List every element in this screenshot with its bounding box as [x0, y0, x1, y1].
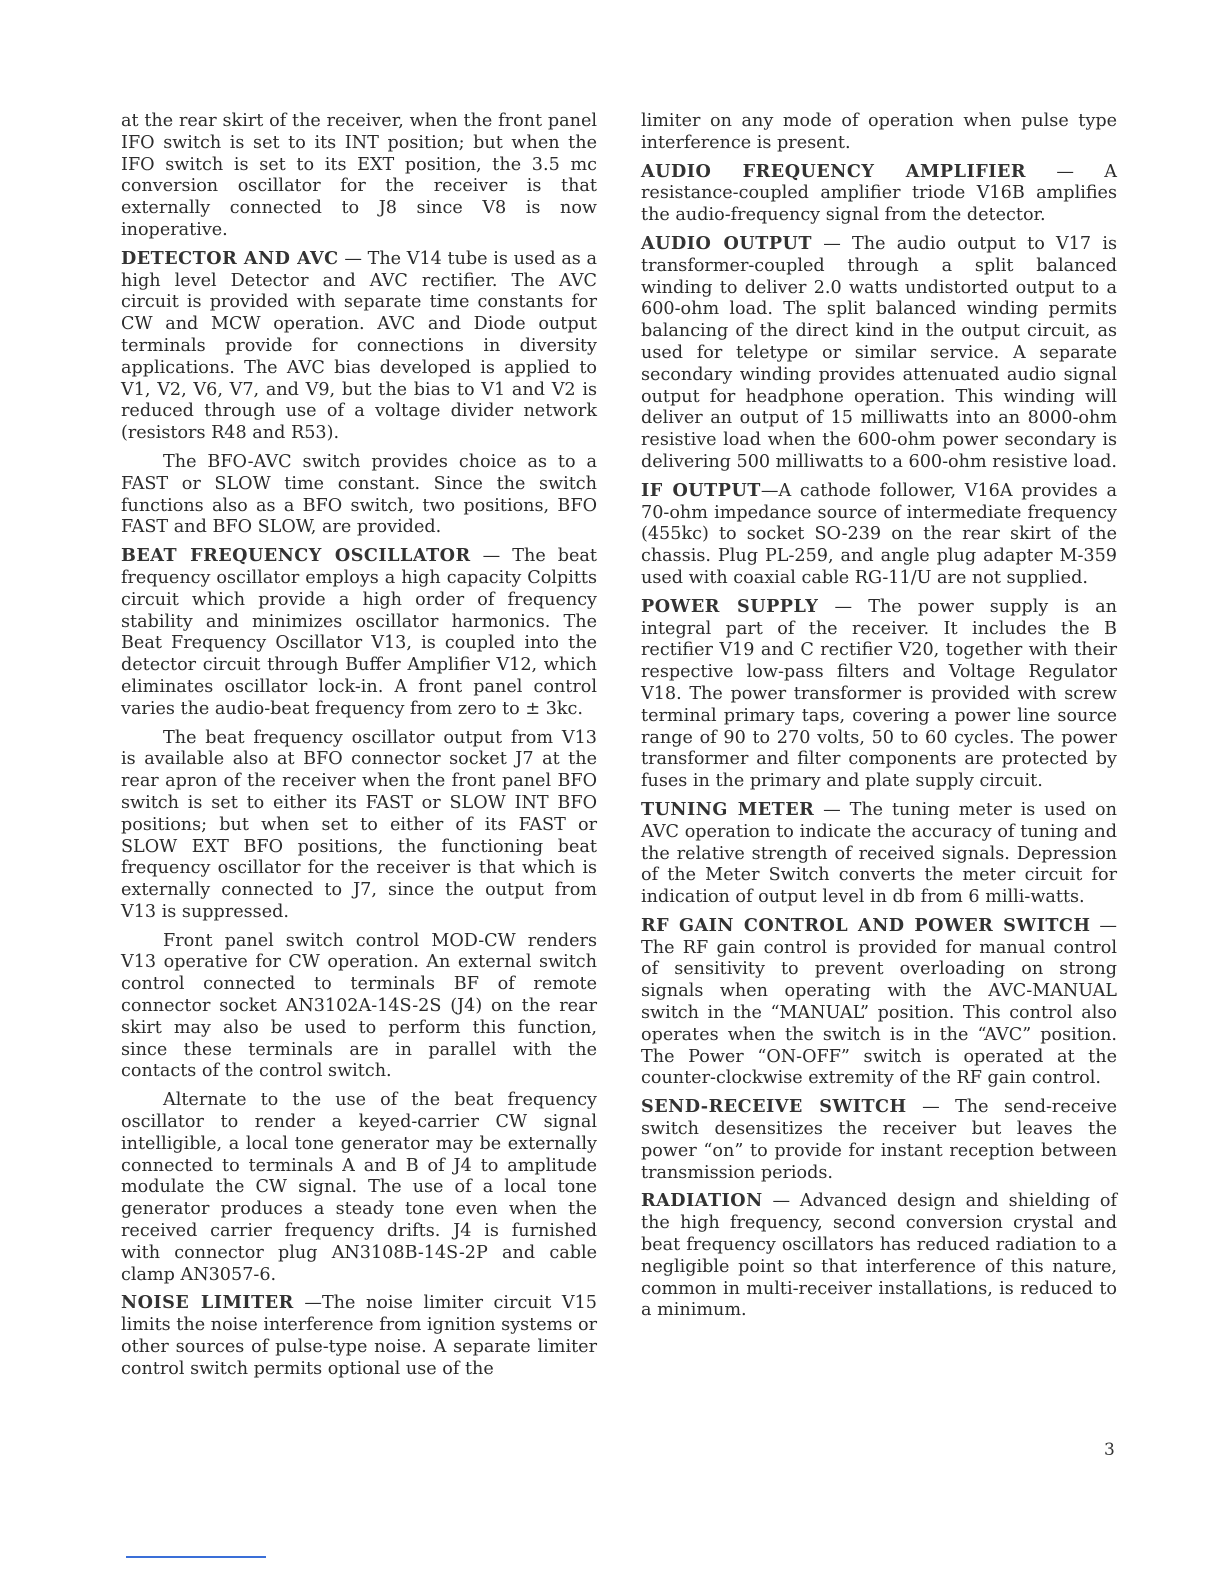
paragraph	[641, 1096, 1117, 1184]
section-heading: DETECTOR AND AVC	[121, 247, 339, 269]
right-column	[641, 110, 1117, 1328]
paragraph-text: — The RF gain control is provided for manual control of sensitivity to prevent overloading on strong signals when operating with the AVC-MANUAL switch in the “MANUAL” position. This control also operates when the switch is in the “AVC” position. The Power “ON-OFF” switch is operated at the counter-clockwise extremity of the RF gain control.	[641, 915, 1118, 1089]
page-number: 3	[1104, 1440, 1115, 1460]
section-heading: IF OUTPUT	[641, 479, 761, 501]
paragraph	[121, 930, 597, 1084]
section-heading: BEAT FREQUENCY OSCILLATOR	[121, 545, 471, 567]
paragraph	[641, 161, 1117, 227]
section-heading: RADIATION	[641, 1190, 763, 1212]
paragraph-text: The beat frequency oscillator output from V13 is available also at BFO connector socket J7 at the rear apron of the receiver when the front panel BFO switch is set to either its FAST or SLOW INT BFO positions; but when set to either of its FAST or SLOW EXT BFO positions, the functioning beat frequency oscillator for the receiver is that which is externally connected to J7, since the output from V13 is suppressed.	[121, 727, 597, 922]
paragraph	[121, 1292, 597, 1380]
paragraph-text: — The beat frequency oscillator employs a high capacity Colpitts circuit which provide a high order of frequency stability and minimizes oscillator harmonics. The Beat Frequency Oscillator V13, is coupled into the detector circuit through Buffer Amplifier V12, which eliminates oscillator lock-in. A front panel control varies the audio-beat frequency from zero to ± 3kc.	[121, 546, 597, 719]
paragraph-text: at the rear skirt of the receiver, when the front panel IFO switch is set to its INT position; but when the IFO switch is set to its EXT position, the 3.5 mc conversion oscillator for the receiver is that externally connected to J8 since V8 is now inoperative.	[121, 111, 597, 240]
paragraph	[641, 799, 1117, 909]
bottom-rule	[126, 1556, 266, 1558]
left-column	[121, 110, 597, 1387]
section-heading: AUDIO FREQUENCY AMPLIFIER	[641, 160, 1027, 182]
paragraph-text: — The V14 tube is used as a high level Detector and AVC rectifier. The AVC circuit is provided with separate time constants for CW and MCW operation. AVC and Diode output terminals provide for connections in diversity applications. The AVC bias developed is applied to V1, V2, V6, V7, and V9, but the bias to V1 and V2 is reduced through use of a voltage divider network (resistors R48 and R53).	[121, 248, 597, 444]
paragraph-text: — The audio output to V17 is transformer-coupled through a split balanced winding to deliver 2.0 watts undistorted output to a 600-ohm load. The split balanced winding permits balancing of the direct kind in the output circuit, as used for teletype or similar service. A separate secondary winding provides attenuated audio signal output for headphone operation. This winding will deliver an output of 15 milliwatts into an 8000-ohm resistive load when the 600-ohm power secondary is delivering 500 milliwatts to a 600-ohm resistive load.	[641, 233, 1118, 472]
section-heading: SEND-RECEIVE SWITCH	[641, 1096, 907, 1118]
section-heading: RF GAIN CONTROL AND POWER SWITCH	[641, 914, 1091, 936]
paragraph-text: The BFO-AVC switch provides choice as to a FAST or SLOW time constant. Since the switch functions also as a BFO switch, two positions, BFO FAST and BFO SLOW, are provided.	[121, 451, 597, 538]
section-heading: AUDIO OUTPUT	[641, 232, 812, 254]
paragraph-text: —A cathode follower, V16A provides a 70-ohm impedance source of intermediate frequency (455kc) to socket SO-239 on the rear skirt of the chassis. Plug PL-259, and angle plug adapter M-359 used with coaxial cable RG-11/U are not supplied.	[641, 480, 1117, 588]
paragraph	[641, 1190, 1117, 1322]
section-heading: POWER SUPPLY	[641, 595, 819, 617]
paragraph-text: — The tuning meter is used on AVC operation to indicate the accuracy of tuning and the relative strength of received signals. Depression of the Meter Switch converts the meter circuit for indication of output level in db from 6 milli-watts.	[641, 799, 1117, 908]
paragraph	[641, 915, 1117, 1090]
paragraph	[121, 248, 597, 445]
paragraph-text: Front panel switch control MOD-CW renders V13 operative for CW operation. An external switch control connected to terminals BF of remote connector socket AN3102A-14S-2S (J4) on the rear skirt may also be used to perform this function, since these terminals are in parallel with the contacts of the control switch.	[121, 930, 597, 1082]
paragraph	[641, 480, 1117, 590]
paragraph	[641, 596, 1117, 793]
paragraph	[641, 233, 1117, 474]
paragraph-text: — A resistance-coupled amplifier triode V16B amplifies the audio-frequency signal from the detector.	[641, 161, 1117, 226]
paragraph-text: Alternate to the use of the beat frequency oscillator to render a keyed-carrier CW signal intelligible, a local tone generator may be externally connected to terminals A and B of J4 to amplitude modulate the CW signal. The use of a local tone generator produces a steady tone even when the received carrier frequency drifts. J4 is furnished with connector plug AN3108B-14S-2P and cable clamp AN3057-6.	[121, 1090, 597, 1285]
paragraph-text: —The noise limiter circuit V15 limits the noise interference from ignition systems or other sources of pulse-type noise. A separate limiter control switch permits optional use of the	[121, 1293, 597, 1379]
paragraph	[121, 110, 597, 242]
paragraph	[121, 1089, 597, 1286]
section-heading: NOISE LIMITER	[121, 1292, 294, 1314]
paragraph-text: — The send-receive switch desensitizes the receiver but leaves the power “on” to provide for instant reception between transmission periods.	[641, 1097, 1117, 1183]
paragraph	[121, 545, 597, 720]
paragraph	[641, 110, 1117, 155]
paragraph	[121, 727, 597, 924]
section-heading: TUNING METER	[641, 798, 815, 820]
paragraph-text: — Advanced design and shielding of the high frequency, second conversion crystal and beat frequency oscillators has reduced radiation to a negligible point so that interference of this nature, common in multi-receiver installations, is reduced to a minimum.	[641, 1191, 1117, 1321]
paragraph	[121, 451, 597, 539]
paragraph-text: limiter on any mode of operation when pulse type interference is present.	[641, 111, 1117, 153]
paragraph-text: — The power supply is an integral part of the receiver. It includes the B rectifier V19 and C rectifier V20, together with their respective low-pass filters and Voltage Regulator V18. The power transformer is provided with screw terminal primary taps, covering a power line source range of 90 to 270 volts, 50 to 60 cycles. The power transformer and filter components are protected by fuses in the primary and plate supply circuit.	[641, 596, 1117, 792]
